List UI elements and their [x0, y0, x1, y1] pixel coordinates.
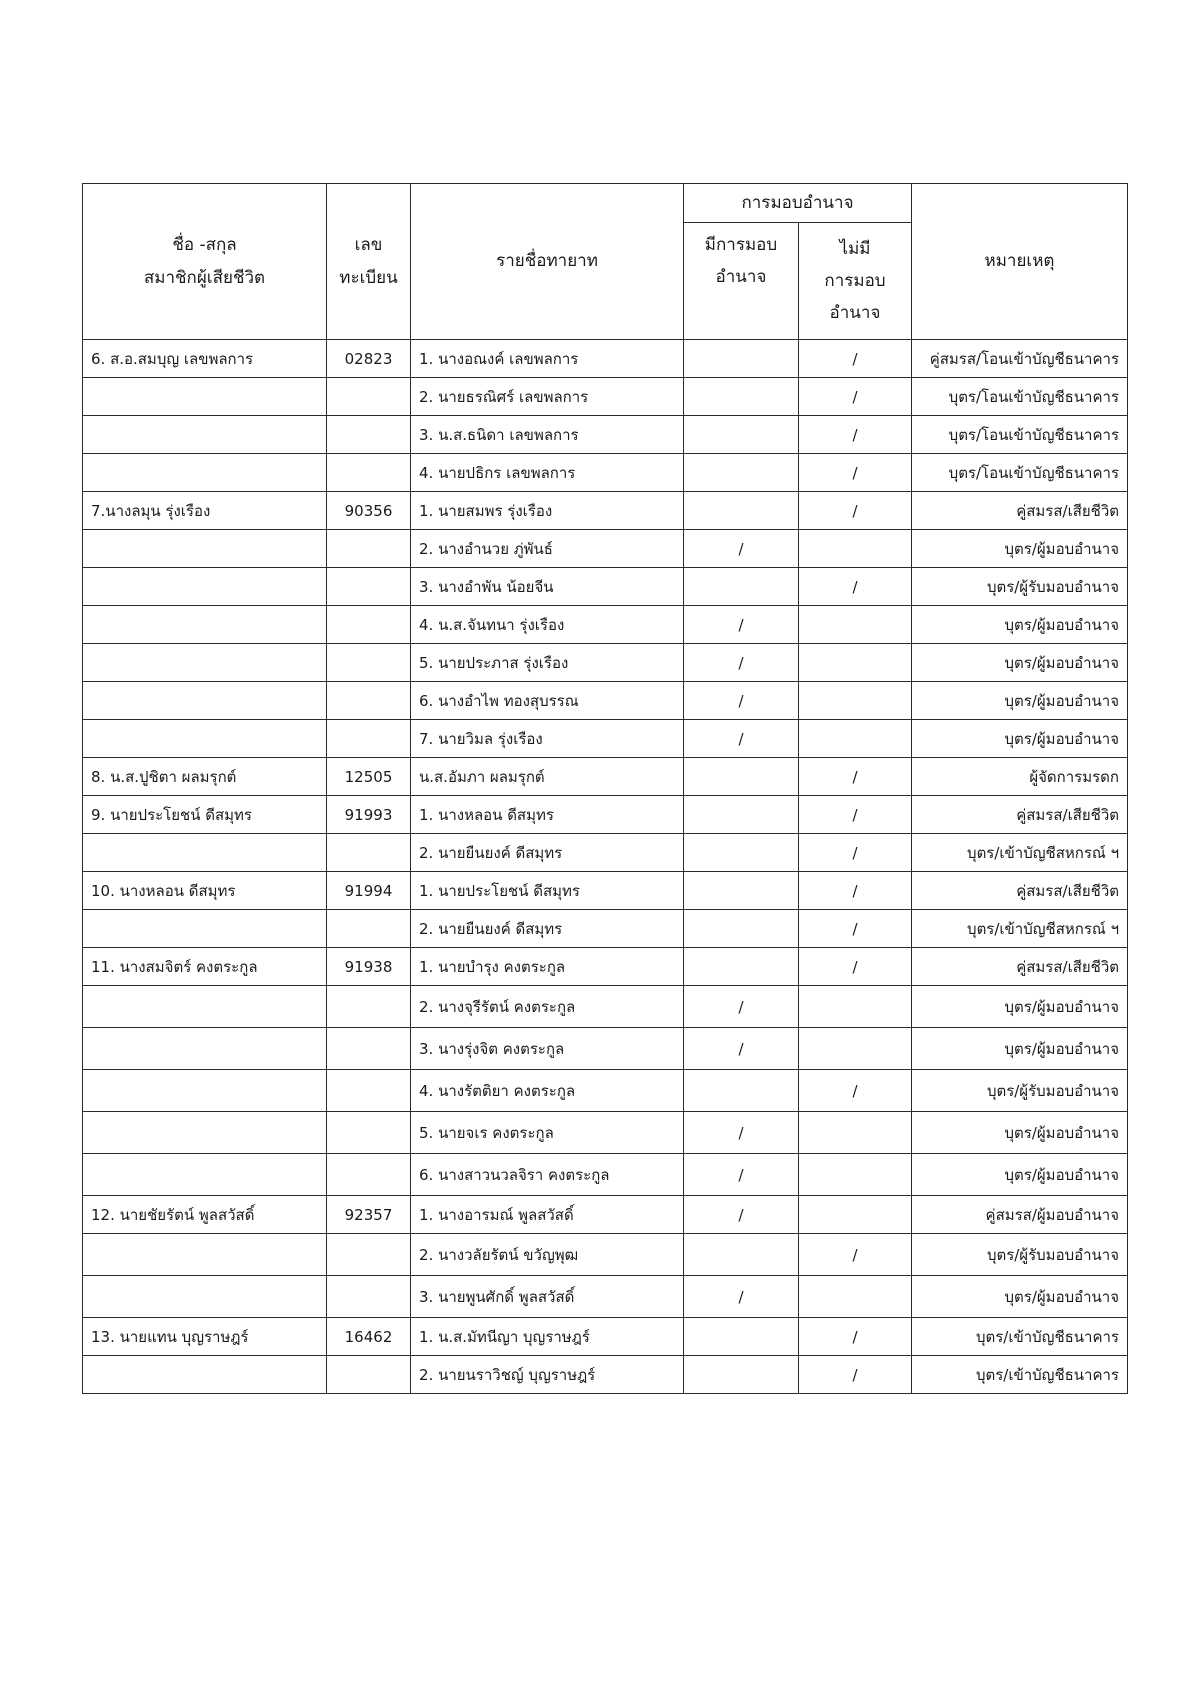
reg-no-cell	[327, 1154, 411, 1196]
not-authorized-mark-cell	[799, 1028, 912, 1070]
authorized-mark-cell: /	[684, 1028, 799, 1070]
remarks-cell: บุตร/เข้าบัญชีสหกรณ์ ฯ	[912, 910, 1128, 948]
table-row	[83, 910, 1128, 948]
member-name-cell	[83, 530, 327, 568]
remarks-cell: บุตร/ผู้มอบอำนาจ	[912, 530, 1128, 568]
reg-no-header: เลข ทะเบียน	[327, 184, 411, 340]
not-authorized-mark-cell	[799, 682, 912, 720]
remarks-cell: ผู้จัดการมรดก	[912, 758, 1128, 796]
heir-name-cell: 2. นายธรณิศร์ เลขพลการ	[411, 378, 684, 416]
authorized-mark-cell	[684, 1070, 799, 1112]
member-name-cell	[83, 1356, 327, 1394]
remarks-cell: บุตร/ผู้มอบอำนาจ	[912, 1028, 1128, 1070]
member-name-header: ชื่อ -สกุล สมาชิกผู้เสียชีวิต	[83, 184, 327, 340]
not-authorized-mark-cell: /	[799, 796, 912, 834]
heir-name-cell: 2. นายยืนยงค์ ดีสมุทร	[411, 910, 684, 948]
not-authorized-mark-cell: /	[799, 910, 912, 948]
not-authorized-mark-cell: /	[799, 1234, 912, 1276]
member-name-cell	[83, 1112, 327, 1154]
heir-name-cell: 1. น.ส.มัทนีญา บุญราษฎร์	[411, 1318, 684, 1356]
authorized-mark-cell	[684, 1234, 799, 1276]
remarks-cell: บุตร/ผู้รับมอบอำนาจ	[912, 1234, 1128, 1276]
reg-no-cell	[327, 606, 411, 644]
heir-name-cell: 3. นางอำพัน น้อยจีน	[411, 568, 684, 606]
reg-no-cell	[327, 682, 411, 720]
authorized-mark-cell	[684, 568, 799, 606]
remarks-cell: คู่สมรส/เสียชีวิต	[912, 796, 1128, 834]
member-name-cell	[83, 986, 327, 1028]
member-name-cell: 9. นายประโยชน์ ดีสมุทร	[83, 796, 327, 834]
not-authorized-mark-cell: /	[799, 1356, 912, 1394]
authorized-mark-cell: /	[684, 1196, 799, 1234]
member-name-cell	[83, 1276, 327, 1318]
heir-name-cell: 4. นางรัตติยา คงตระกูล	[411, 1070, 684, 1112]
authorized-mark-cell	[684, 492, 799, 530]
heir-name-cell: 2. นายยืนยงค์ ดีสมุทร	[411, 834, 684, 872]
not-authorized-mark-cell	[799, 986, 912, 1028]
reg-no-cell	[327, 530, 411, 568]
reg-no-cell: 02823	[327, 340, 411, 378]
remarks-cell: คู่สมรส/เสียชีวิต	[912, 492, 1128, 530]
member-name-cell	[83, 454, 327, 492]
not-authorized-mark-cell: /	[799, 378, 912, 416]
reg-no-cell	[327, 834, 411, 872]
member-name-cell: 12. นายชัยรัตน์ พูลสวัสดิ์	[83, 1196, 327, 1234]
reg-no-cell	[327, 416, 411, 454]
reg-no-cell	[327, 378, 411, 416]
remarks-cell: บุตร/โอนเข้าบัญชีธนาคาร	[912, 416, 1128, 454]
heir-name-cell: 1. นายประโยชน์ ดีสมุทร	[411, 872, 684, 910]
not-authorized-mark-cell: /	[799, 834, 912, 872]
authorized-mark-cell	[684, 910, 799, 948]
authorized-mark-cell	[684, 416, 799, 454]
member-name-cell	[83, 834, 327, 872]
table-row	[83, 986, 1128, 1028]
heir-name-cell: 1. นางหลอน ดีสมุทร	[411, 796, 684, 834]
authorized-mark-cell	[684, 1356, 799, 1394]
table-row	[83, 1154, 1128, 1196]
reg-no-cell: 12505	[327, 758, 411, 796]
member-name-cell	[83, 1028, 327, 1070]
authorized-mark-cell	[684, 378, 799, 416]
remarks-cell: บุตร/เข้าบัญชีสหกรณ์ ฯ	[912, 834, 1128, 872]
authorized-mark-cell	[684, 948, 799, 986]
table-row	[83, 568, 1128, 606]
not-authorized-mark-cell	[799, 644, 912, 682]
table-row	[83, 378, 1128, 416]
authorized-mark-cell	[684, 796, 799, 834]
member-name-cell: 13. นายแทน บุญราษฎร์	[83, 1318, 327, 1356]
not-authorized-mark-cell: /	[799, 758, 912, 796]
member-name-cell	[83, 606, 327, 644]
reg-no-cell	[327, 910, 411, 948]
table-row	[83, 644, 1128, 682]
not-authorized-mark-cell: /	[799, 948, 912, 986]
reg-no-cell: 92357	[327, 1196, 411, 1234]
member-name-cell	[83, 720, 327, 758]
not-authorized-mark-cell	[799, 1154, 912, 1196]
heirs-table	[82, 183, 1128, 1394]
table-row	[83, 530, 1128, 568]
not-authorized-mark-cell: /	[799, 1070, 912, 1112]
table-row	[83, 1028, 1128, 1070]
reg-no-cell: 90356	[327, 492, 411, 530]
authorized-mark-cell: /	[684, 682, 799, 720]
member-name-cell	[83, 1070, 327, 1112]
heir-name-cell: 7. นายวิมล รุ่งเรือง	[411, 720, 684, 758]
authorized-mark-cell: /	[684, 720, 799, 758]
heir-name-cell: 5. นายจเร คงตระกูล	[411, 1112, 684, 1154]
table-row	[83, 948, 1128, 986]
remarks-cell: บุตร/ผู้รับมอบอำนาจ	[912, 568, 1128, 606]
heir-name-cell: 3. น.ส.ธนิดา เลขพลการ	[411, 416, 684, 454]
table-row	[83, 1112, 1128, 1154]
remarks-cell: บุตร/ผู้รับมอบอำนาจ	[912, 1070, 1128, 1112]
reg-no-cell	[327, 1028, 411, 1070]
remarks-cell: บุตร/ผู้มอบอำนาจ	[912, 986, 1128, 1028]
member-name-cell: 6. ส.อ.สมบุญ เลขพลการ	[83, 340, 327, 378]
member-name-cell	[83, 1154, 327, 1196]
table-row	[83, 758, 1128, 796]
member-name-cell: 7.นางลมุน รุ่งเรือง	[83, 492, 327, 530]
table-row	[83, 682, 1128, 720]
heir-name-cell: น.ส.อัมภา ผลมรุกต์	[411, 758, 684, 796]
member-name-cell: 10. นางหลอน ดีสมุทร	[83, 872, 327, 910]
authorized-mark-cell	[684, 872, 799, 910]
heir-name-cell: 2. นางอำนวย ภู่พันธ์	[411, 530, 684, 568]
heir-name-cell: 2. นางวลัยรัตน์ ขวัญพุฒ	[411, 1234, 684, 1276]
table-row	[83, 1234, 1128, 1276]
authorized-mark-cell	[684, 1318, 799, 1356]
member-name-cell	[83, 910, 327, 948]
reg-no-cell	[327, 720, 411, 758]
remarks-cell: บุตร/ผู้มอบอำนาจ	[912, 644, 1128, 682]
remarks-cell: บุตร/ผู้มอบอำนาจ	[912, 720, 1128, 758]
not-authorized-mark-cell: /	[799, 1318, 912, 1356]
not-authorized-mark-cell	[799, 1112, 912, 1154]
authorization-header: การมอบอำนาจ	[684, 184, 912, 223]
member-name-cell	[83, 644, 327, 682]
table-row	[83, 606, 1128, 644]
reg-no-cell	[327, 986, 411, 1028]
heir-name-cell: 2. นางจุรีรัตน์ คงตระกูล	[411, 986, 684, 1028]
remarks-cell: บุตร/ผู้มอบอำนาจ	[912, 1112, 1128, 1154]
not-authorized-mark-cell	[799, 1276, 912, 1318]
heir-name-cell: 6. นางอำไพ ทองสุบรรณ	[411, 682, 684, 720]
table-row	[83, 834, 1128, 872]
authorized-mark-cell: /	[684, 644, 799, 682]
remarks-cell: บุตร/เข้าบัญชีธนาคาร	[912, 1318, 1128, 1356]
remarks-cell: บุตร/ผู้มอบอำนาจ	[912, 1154, 1128, 1196]
member-name-cell	[83, 568, 327, 606]
reg-no-cell: 91994	[327, 872, 411, 910]
heir-name-cell: 2. นายนราวิชญ์ บุญราษฎร์	[411, 1356, 684, 1394]
not-authorized-mark-cell: /	[799, 454, 912, 492]
not-authorized-mark-cell	[799, 720, 912, 758]
heir-name-cell: 4. นายปธิกร เลขพลการ	[411, 454, 684, 492]
remarks-cell: บุตร/เข้าบัญชีธนาคาร	[912, 1356, 1128, 1394]
heir-name-cell: 4. น.ส.จันทนา รุ่งเรือง	[411, 606, 684, 644]
remarks-cell: บุตร/โอนเข้าบัญชีธนาคาร	[912, 454, 1128, 492]
table-row	[83, 340, 1128, 378]
remarks-cell: บุตร/ผู้มอบอำนาจ	[912, 606, 1128, 644]
remarks-cell: บุตร/โอนเข้าบัญชีธนาคาร	[912, 378, 1128, 416]
remarks-cell: คู่สมรส/ผู้มอบอำนาจ	[912, 1196, 1128, 1234]
table-row	[83, 720, 1128, 758]
not-authorized-mark-cell	[799, 1196, 912, 1234]
heir-name-cell: 6. นางสาวนวลจิรา คงตระกูล	[411, 1154, 684, 1196]
authorized-mark-cell: /	[684, 1276, 799, 1318]
remarks-cell: บุตร/ผู้มอบอำนาจ	[912, 1276, 1128, 1318]
reg-no-cell: 16462	[327, 1318, 411, 1356]
authorized-mark-cell: /	[684, 1154, 799, 1196]
heirs-table-body	[83, 340, 1128, 1394]
authorized-mark-cell: /	[684, 1112, 799, 1154]
heir-name-cell: 1. นายบำรุง คงตระกูล	[411, 948, 684, 986]
heirs-header: รายชื่อทายาท	[411, 184, 684, 340]
authorized-mark-cell: /	[684, 606, 799, 644]
heir-name-cell: 1. นายสมพร รุ่งเรือง	[411, 492, 684, 530]
member-name-cell	[83, 416, 327, 454]
reg-no-cell	[327, 644, 411, 682]
table-row	[83, 1318, 1128, 1356]
member-name-cell	[83, 682, 327, 720]
heir-name-cell: 1. นางอณงค์ เลขพลการ	[411, 340, 684, 378]
reg-no-cell	[327, 1112, 411, 1154]
reg-no-cell	[327, 1356, 411, 1394]
reg-no-cell	[327, 568, 411, 606]
member-name-cell: 8. น.ส.ปูชิตา ผลมรุกต์	[83, 758, 327, 796]
table-row	[83, 1070, 1128, 1112]
member-name-cell: 11. นางสมจิตร์ คงตระกูล	[83, 948, 327, 986]
remarks-header: หมายเหตุ	[912, 184, 1128, 340]
not-authorized-mark-cell: /	[799, 340, 912, 378]
authorized-mark-cell	[684, 758, 799, 796]
member-name-cell	[83, 378, 327, 416]
heir-name-cell: 3. นางรุ่งจิต คงตระกูล	[411, 1028, 684, 1070]
heir-name-cell: 5. นายประภาส รุ่งเรือง	[411, 644, 684, 682]
table-row	[83, 1356, 1128, 1394]
not-authorized-mark-cell: /	[799, 568, 912, 606]
remarks-cell: คู่สมรส/เสียชีวิต	[912, 872, 1128, 910]
table-row	[83, 1196, 1128, 1234]
not-authorized-mark-cell: /	[799, 416, 912, 454]
reg-no-cell	[327, 1234, 411, 1276]
heir-name-cell: 3. นายพูนศักดิ์ พูลสวัสดิ์	[411, 1276, 684, 1318]
authorized-mark-cell	[684, 454, 799, 492]
heir-name-cell: 1. นางอารมณ์ พูลสวัสดิ์	[411, 1196, 684, 1234]
member-name-cell	[83, 1234, 327, 1276]
reg-no-cell	[327, 1276, 411, 1318]
reg-no-cell	[327, 454, 411, 492]
remarks-cell: คู่สมรส/เสียชีวิต	[912, 948, 1128, 986]
table-row	[83, 796, 1128, 834]
table-row	[83, 454, 1128, 492]
authorized-mark-cell	[684, 834, 799, 872]
reg-no-cell	[327, 1070, 411, 1112]
not-authorized-mark-cell: /	[799, 872, 912, 910]
not-authorized-mark-cell	[799, 606, 912, 644]
authorized-mark-cell	[684, 340, 799, 378]
reg-no-cell: 91993	[327, 796, 411, 834]
not-authorized-mark-cell	[799, 530, 912, 568]
remarks-cell: คู่สมรส/โอนเข้าบัญชีธนาคาร	[912, 340, 1128, 378]
remarks-cell: บุตร/ผู้มอบอำนาจ	[912, 682, 1128, 720]
reg-no-cell: 91938	[327, 948, 411, 986]
table-row	[83, 416, 1128, 454]
table-row	[83, 1276, 1128, 1318]
authorized-header: มีการมอบ อำนาจ	[684, 223, 799, 340]
table-row	[83, 872, 1128, 910]
not-authorized-header: ไม่มี การมอบ อำนาจ	[799, 223, 912, 340]
authorized-mark-cell: /	[684, 530, 799, 568]
table-row	[83, 492, 1128, 530]
authorized-mark-cell: /	[684, 986, 799, 1028]
not-authorized-mark-cell: /	[799, 492, 912, 530]
